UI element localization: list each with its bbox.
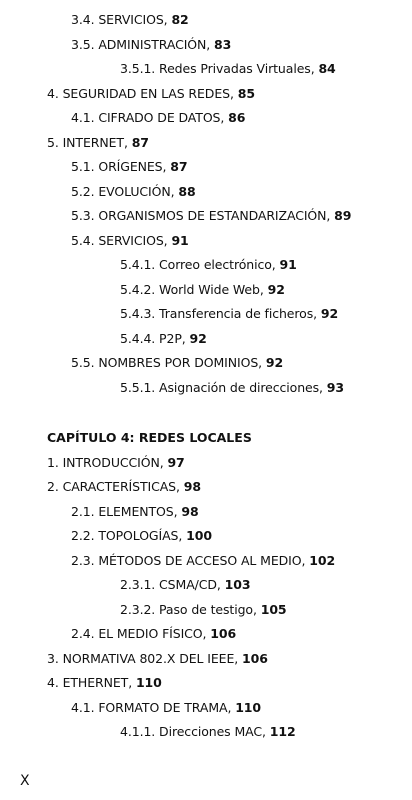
toc-entry-4 xyxy=(47,86,255,102)
toc-entry-text: 3.5. ADMINISTRACIÓN, xyxy=(71,37,215,52)
toc-entry-page: 97 xyxy=(167,455,185,470)
chapter-title: CAPÍTULO 4: REDES LOCALES xyxy=(47,430,252,445)
toc-entry-page: 87 xyxy=(170,159,188,174)
toc-entry-text: 3. NORMATIVA 802.X DEL IEEE, xyxy=(47,651,242,666)
toc-entry-text: 5.4.3. Transferencia de ficheros, xyxy=(120,306,321,321)
toc-entry-page: 86 xyxy=(228,110,246,125)
toc-entry-text: 2.4. EL MEDIO FÍSICO, xyxy=(71,626,211,641)
toc-entry-2-3-1 xyxy=(120,577,250,593)
toc-entry-2 xyxy=(47,479,201,495)
toc-entry-text: 5.4. SERVICIOS, xyxy=(71,233,172,248)
toc-entry-text: 5.3. ORGANISMOS DE ESTANDARIZACIÓN, xyxy=(71,208,335,223)
toc-entry-text: 2.3. MÉTODOS DE ACCESO AL MEDIO, xyxy=(71,553,310,568)
toc-entry-text: 1. INTRODUCCIÓN, xyxy=(47,455,168,470)
toc-entry-page: 92 xyxy=(189,331,207,346)
toc-entry-text: 4. ETHERNET, xyxy=(47,675,136,690)
toc-entry-text: 5. INTERNET, xyxy=(47,135,132,150)
toc-entry-5-5 xyxy=(71,355,283,371)
toc-entry-1 xyxy=(47,455,185,471)
toc-entry-page: 102 xyxy=(309,553,336,568)
toc-entry-5-5-1 xyxy=(120,380,344,396)
toc-entry-3-5 xyxy=(71,37,231,53)
toc-entry-page: 110 xyxy=(235,700,261,715)
toc-entry-2-1 xyxy=(71,504,199,520)
toc-entry-page: 98 xyxy=(183,479,201,494)
toc-entry-page: 92 xyxy=(267,282,285,297)
toc-entry-page: 110 xyxy=(135,675,162,690)
toc-entry-page: 105 xyxy=(260,602,287,617)
toc-entry-page: 103 xyxy=(224,577,251,592)
toc-entry-text: 4.1.1. Direcciones MAC, xyxy=(120,724,270,739)
toc-entry-page: 88 xyxy=(178,184,196,199)
toc-entry-5-2 xyxy=(71,184,196,200)
toc-entry-text: 4. SEGURIDAD EN LAS REDES, xyxy=(47,86,238,101)
toc-entry-2-3-2 xyxy=(120,602,287,618)
toc-entry-text: 5.1. ORÍGENES, xyxy=(71,159,171,174)
toc-entry-5-4-1 xyxy=(120,257,297,273)
toc-entry-page: 93 xyxy=(326,380,344,395)
toc-entry-4 xyxy=(47,675,162,691)
toc-entry-2-2 xyxy=(71,528,212,544)
toc-entry-5 xyxy=(47,135,149,151)
toc-entry-3-4 xyxy=(71,12,189,28)
toc-entry-page: 98 xyxy=(181,504,199,519)
toc-entry-page: 85 xyxy=(237,86,255,101)
toc-entry-page: 112 xyxy=(269,724,296,739)
toc-entry-page: 82 xyxy=(171,12,189,27)
toc-entry-page: 91 xyxy=(171,233,189,248)
toc-entry-2-3 xyxy=(71,553,335,569)
toc-entry-text: 2.3.1. CSMA/CD, xyxy=(120,577,225,592)
toc-entry-text: 5.5.1. Asignación de direcciones, xyxy=(120,380,327,395)
toc-entry-text: 5.2. EVOLUCIÓN, xyxy=(71,184,179,199)
toc-entry-5-4-4 xyxy=(120,331,207,347)
toc-entry-text: 3.4. SERVICIOS, xyxy=(71,12,172,27)
toc-entry-5-3 xyxy=(71,208,351,224)
toc-entry-5-4-2 xyxy=(120,282,285,298)
toc-entry-3 xyxy=(47,651,268,667)
toc-entry-page: 92 xyxy=(265,355,284,370)
toc-entry-text: 3.5.1. Redes Privadas Virtuales, xyxy=(120,61,319,76)
toc-entry-text: 5.5. NOMBRES POR DOMINIOS, xyxy=(71,355,266,370)
toc-entry-text: 2.3.2. Paso de testigo, xyxy=(120,602,261,617)
toc-entry-text: 5.4.2. World Wide Web, xyxy=(120,282,268,297)
toc-entry-page: 87 xyxy=(131,135,149,150)
toc-entry-4-1 xyxy=(71,700,261,716)
toc-entry-text: 2. CARACTERÍSTICAS, xyxy=(47,479,184,494)
toc-entry-page: 106 xyxy=(242,651,268,666)
toc-entry-4-1-1 xyxy=(120,724,296,740)
page-folio: X xyxy=(20,773,30,789)
toc-entry-2-4 xyxy=(71,626,236,642)
toc-entry-5-1 xyxy=(71,159,187,175)
toc-entry-page: 84 xyxy=(318,61,336,76)
toc-entry-text: 2.1. ELEMENTOS, xyxy=(71,504,182,519)
toc-entry-text: 4.1. CIFRADO DE DATOS, xyxy=(71,110,229,125)
toc-entry-text: 4.1. FORMATO DE TRAMA, xyxy=(71,700,236,715)
toc-entry-3-5-1 xyxy=(120,61,336,77)
toc-entry-page: 91 xyxy=(279,257,297,272)
toc-entry-text: 5.4.4. P2P, xyxy=(120,331,190,346)
toc-entry-5-4-3 xyxy=(120,306,338,322)
toc-entry-text: 5.4.1. Correo electrónico, xyxy=(120,257,280,272)
toc-entry-page: 83 xyxy=(214,37,232,52)
toc-entry-page: 89 xyxy=(334,208,352,223)
toc-entry-5-4 xyxy=(71,233,189,249)
toc-entry-text: 2.2. TOPOLOGÍAS, xyxy=(71,528,187,543)
toc-entry-page: 106 xyxy=(210,626,237,641)
toc-entry-page: 92 xyxy=(320,306,339,321)
toc-entry-page: 100 xyxy=(186,528,212,543)
toc-entry-4-1 xyxy=(71,110,245,126)
